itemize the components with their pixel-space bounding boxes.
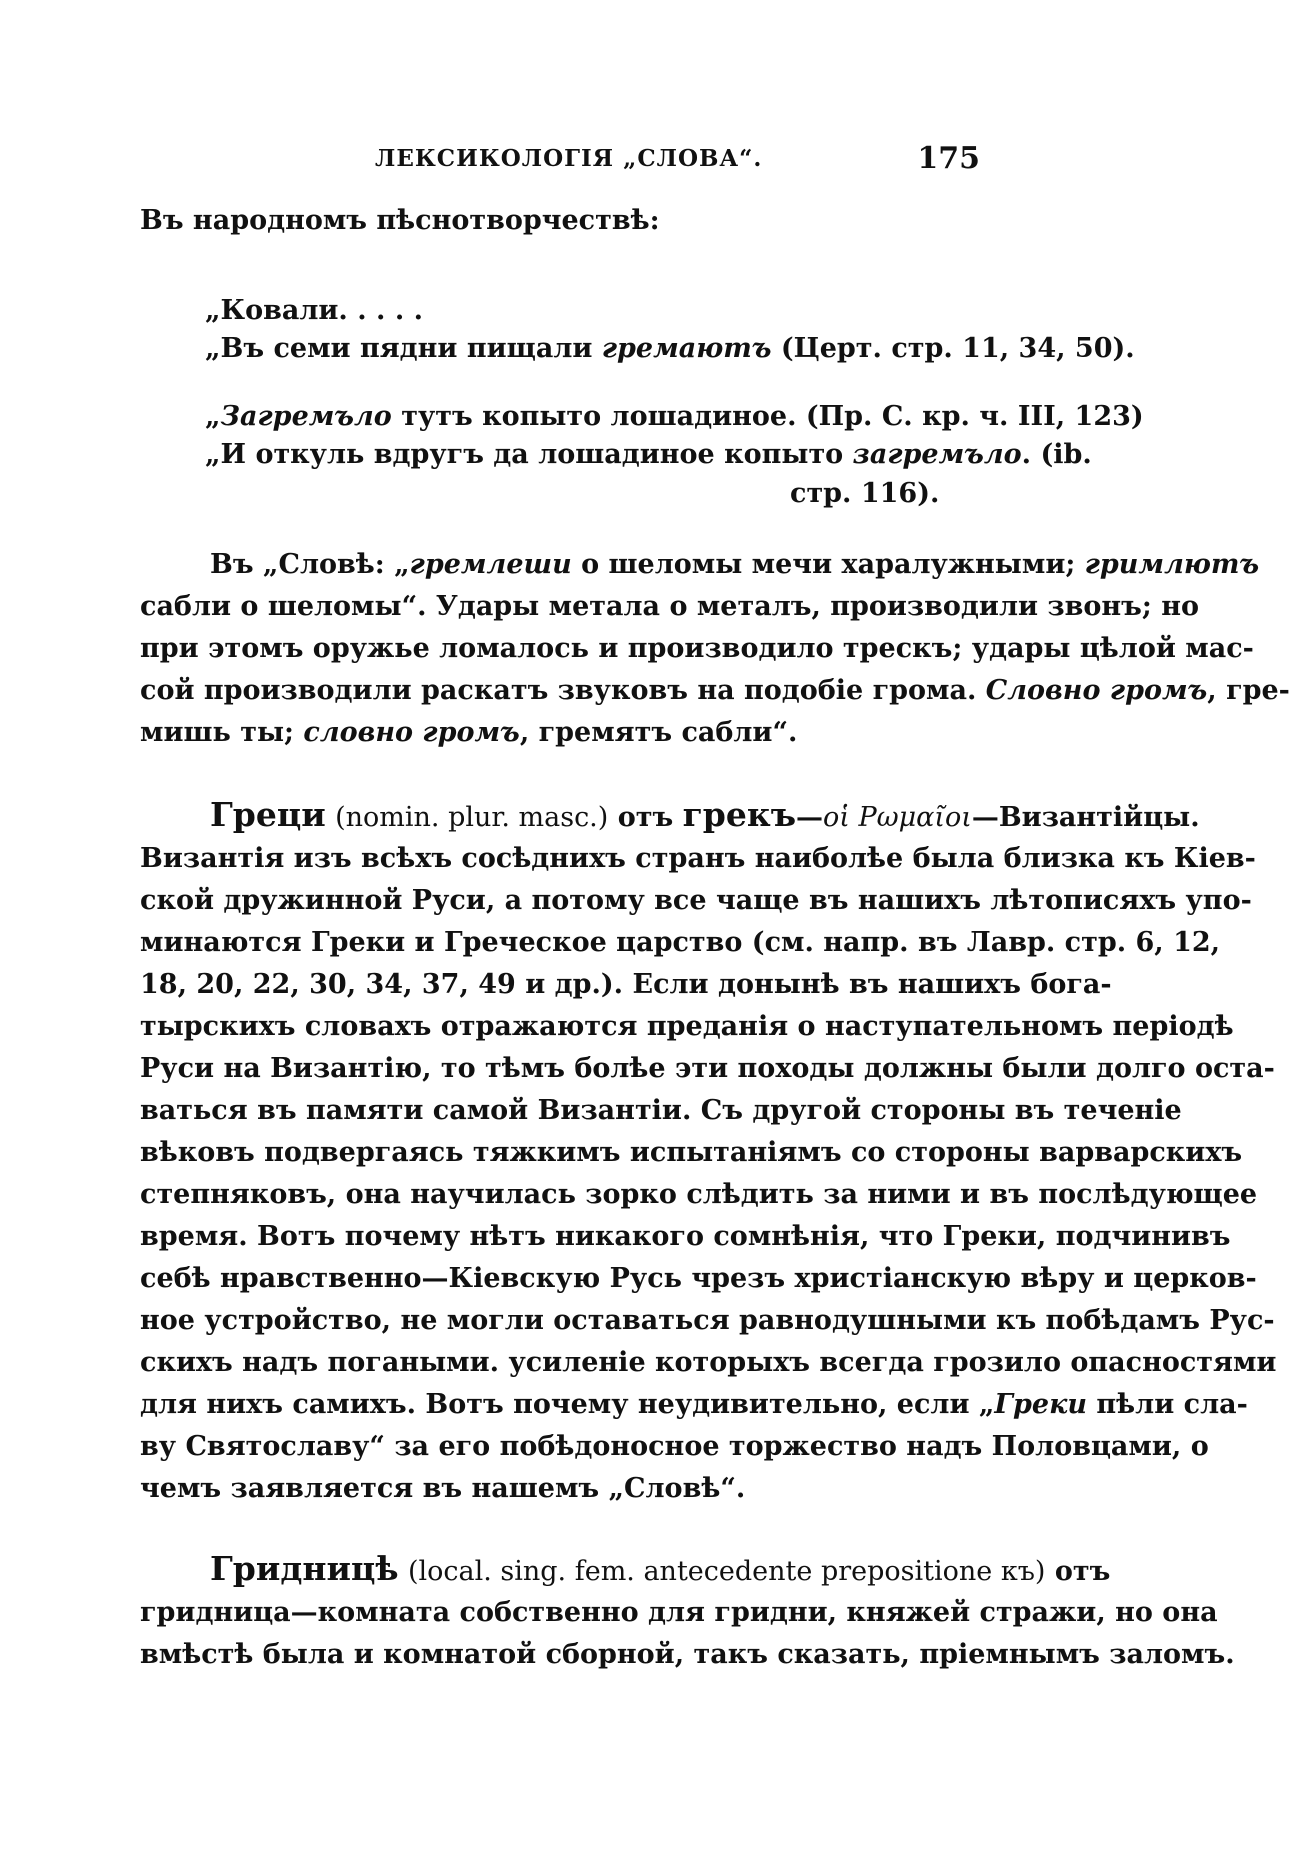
text-run: , гремятъ сабли“. (519, 717, 798, 748)
entry1-line9: вѣковъ подвергаясь тяжкимъ испытаніямъ со стороны варварскихъ (140, 1137, 1243, 1168)
entry2-headline (210, 1549, 1111, 1591)
intro-line: Въ народномъ пѣснотворчествѣ: (140, 205, 660, 236)
entry1-line10: степняковъ, она научилась зорко слѣдить за ними и въ послѣдующее (140, 1179, 1258, 1210)
quote1-line1: „Ковали. . . . . (205, 295, 424, 326)
italic-word: Греки (994, 1389, 1088, 1420)
text-run: о шеломы мечи харалужными; (571, 549, 1085, 580)
text-run: — (796, 802, 824, 833)
entry1-headline (210, 795, 1200, 837)
text-run: „И откуль вдругъ да лошадиное копыто (205, 439, 853, 470)
entry1-line8: ваться въ памяти самой Византіи. Съ другой стороны въ теченіе (140, 1095, 1182, 1126)
entry1-line2: Византія изъ всѣхъ сосѣднихъ странъ наиболѣе была близка къ Кіев- (140, 843, 1256, 874)
para1-line5 (140, 714, 990, 752)
entry1-line16: ву Святославу“ за его побѣдоносное торжество надъ Половцами, о (140, 1431, 1209, 1462)
text-run: Въ „Словѣ: „ (210, 549, 410, 580)
entry1-line11: время. Вотъ почему нѣтъ никакого сомнѣнія, что Греки, подчинивъ (140, 1221, 1231, 1252)
grammar-note: (nomin. plur. masc.) (335, 802, 609, 833)
text-run: сой производили раскатъ звуковъ на подобіе грома. (140, 675, 986, 706)
para1-line1 (210, 546, 1260, 584)
para1-line4 (140, 672, 1290, 710)
quote2-line3: стр. 116). (790, 478, 940, 509)
quote2-line2 (205, 436, 1092, 474)
text-run: (Церт. стр. 11, 34, 50). (771, 333, 1135, 364)
entry1-line14: скихъ надъ погаными. усиленіе которыхъ всегда грозило опасностями (140, 1347, 1277, 1378)
grammar-note: (local. sing. fem. antecedente prepositione къ) (407, 1556, 1046, 1587)
quote1-line2 (205, 330, 1135, 368)
source-word: грекъ (682, 795, 797, 834)
entry1-line17: чемъ заявляется въ нашемъ „Словѣ“. (140, 1473, 746, 1504)
para1-line3: при этомъ оружье ломалось и производило трескъ; удары цѣлой мас- (140, 633, 1254, 664)
entry1-line4: минаются Греки и Греческое царство (см. напр. въ Лавр. стр. 6, 12, (140, 927, 1221, 958)
entry1-line5: 18, 20, 22, 30, 34, 37, 49 и др.). Если донынѣ въ нашихъ бога- (140, 969, 1112, 1000)
entry1-line7: Руси на Византію, то тѣмъ болѣе эти походы должны были долго оста- (140, 1053, 1275, 1084)
text-run: отъ (1054, 1556, 1111, 1587)
italic-word: загремъло (852, 439, 1022, 470)
text-run: отъ (617, 802, 674, 833)
page-header (140, 141, 1000, 185)
para1-line2: сабли о шеломы“. Удары метала о металъ, производили звонъ; но (140, 591, 1200, 622)
italic-word: словно громъ (303, 717, 520, 748)
definition: —Византійцы. (971, 802, 1200, 833)
page-number: 175 (917, 141, 980, 176)
entry1-line13: ное устройство, не могли оставаться равнодушными къ побѣдамъ Рус- (140, 1305, 1275, 1336)
entry-headword: Гридницѣ (210, 1549, 399, 1588)
text-run: „ (205, 401, 221, 432)
entry1-line15 (140, 1386, 1248, 1424)
text-run: . (ib. (1021, 439, 1092, 470)
text-run: тутъ копыто лошадиное. (Пр. С. кр. ч. III, 123) (391, 401, 1144, 432)
entry1-line12: себѣ нравственно—Кіевскую Русь чрезъ христіанскую вѣру и церков- (140, 1263, 1257, 1294)
text-run: мишь ты; (140, 717, 304, 748)
entry1-line6: тырскихъ словахъ отражаются преданія о наступательномъ періодѣ (140, 1011, 1234, 1042)
text-run: „Въ семи пядни пищали (205, 333, 602, 364)
italic-word: гремлеши (409, 549, 572, 580)
quote2-line1 (205, 398, 1144, 436)
italic-word: Загремъло (220, 401, 392, 432)
text-run: , гре- (1207, 675, 1290, 706)
entry2-line3: вмѣстѣ была и комнатой сборной, такъ сказать, пріемнымъ заломъ. (140, 1639, 1235, 1670)
entry-headword: Греци (210, 795, 326, 834)
entry2-line2: гридница—комната собственно для гридни, княжей стражи, но она (140, 1597, 1218, 1628)
italic-word: гримлютъ (1084, 549, 1260, 580)
text-run: для нихъ самихъ. Вотъ почему неудивительно, если „ (140, 1389, 995, 1420)
entry1-line3: ской дружинной Руси, а потому все чаще въ нашихъ лѣтописяхъ упо- (140, 885, 1252, 916)
running-title: ЛЕКСИКОЛОГІЯ „СЛОВА“. (375, 145, 763, 172)
greek-word: οἱ Ρωμαῖοι (823, 802, 972, 833)
italic-word: Словно громъ (985, 675, 1208, 706)
italic-word: гремаютъ (601, 333, 772, 364)
text-run: пѣли сла- (1087, 1389, 1248, 1420)
